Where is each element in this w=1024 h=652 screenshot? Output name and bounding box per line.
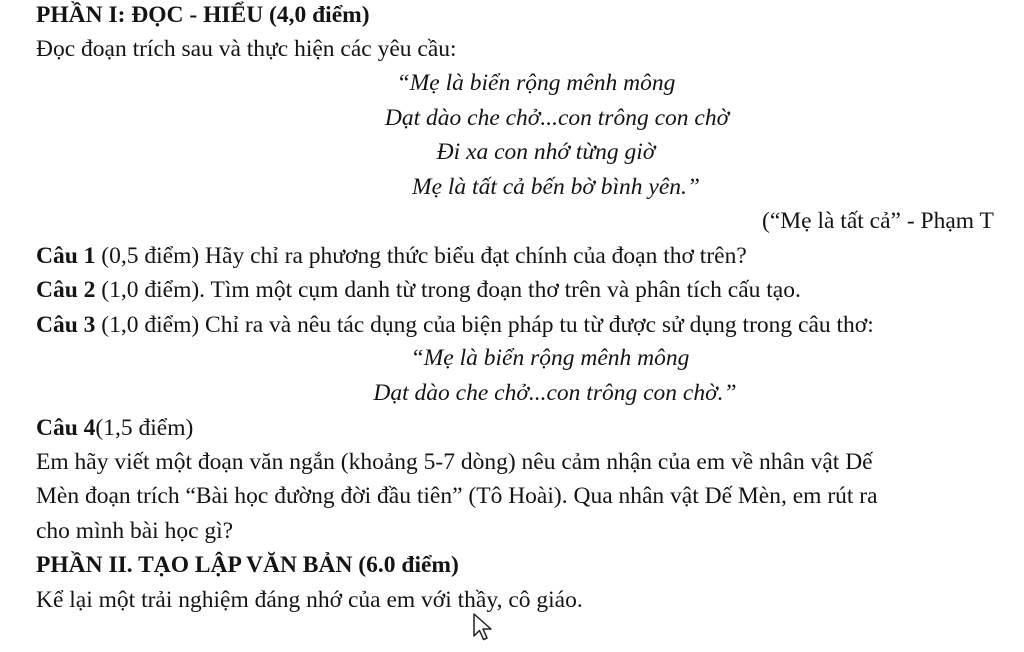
poem-line: Mẹ là tất cả bến bờ bình yên.”	[412, 174, 700, 200]
question-text: (0,5 điểm) Hãy chỉ ra phương thức biểu đạt chính của đoạn thơ trên?	[95, 243, 747, 269]
part1-heading: PHẦN I: ĐỌC - HIỂU (4,0 điểm)	[36, 2, 370, 28]
question-score: (1,5 điểm)	[95, 415, 194, 441]
question-1	[36, 241, 747, 271]
question-4-text-line: Em hãy viết một đoạn văn ngắn (khoảng 5-7 dòng) nêu cảm nhận của em về nhân vật Dế	[36, 449, 873, 475]
question-4-text-line: Mèn đoạn trích “Bài học đường đời đầu tiên” (Tô Hoài). Qua nhân vật Dế Mèn, em rút ra	[36, 483, 878, 509]
part1-intro: Đọc đoạn trích sau và thực hiện các yêu cầu:	[36, 36, 457, 62]
question-text: (1,0 điểm). Tìm một cụm danh từ trong đoạn thơ trên và phân tích cấu tạo.	[95, 277, 801, 303]
poem-line: Đi xa con nhớ từng giờ	[436, 139, 656, 165]
mouse-pointer-icon	[472, 612, 494, 642]
part2-prompt: Kể lại một trải nghiệm đáng nhớ của em với thầy, cô giáo.	[36, 587, 583, 613]
question-4-text-line: cho mình bài học gì?	[36, 518, 234, 544]
question-label: Câu 4	[36, 415, 96, 441]
quote-line: Dạt dào che chở...con trông con chờ.”	[373, 380, 737, 406]
question-2	[36, 275, 801, 305]
question-4	[36, 413, 193, 443]
poem-source: (“Mẹ là tất cả” - Phạm T	[762, 208, 994, 234]
question-label: Câu 3	[36, 312, 96, 338]
quote-line: “Mẹ là biển rộng mênh mông	[410, 345, 690, 371]
part2-heading: PHẦN II. TẠO LẬP VĂN BẢN (6.0 điểm)	[36, 552, 459, 578]
question-3	[36, 310, 874, 340]
question-text: (1,0 điểm) Chỉ ra và nêu tác dụng của biện pháp tu từ được sử dụng trong câu thơ:	[95, 312, 874, 338]
poem-line: Dạt dào che chở...con trông con chờ	[384, 105, 730, 131]
question-label: Câu 2	[36, 277, 96, 303]
question-label: Câu 1	[36, 243, 96, 269]
poem-line: “Mẹ là biển rộng mênh mông	[396, 70, 676, 96]
